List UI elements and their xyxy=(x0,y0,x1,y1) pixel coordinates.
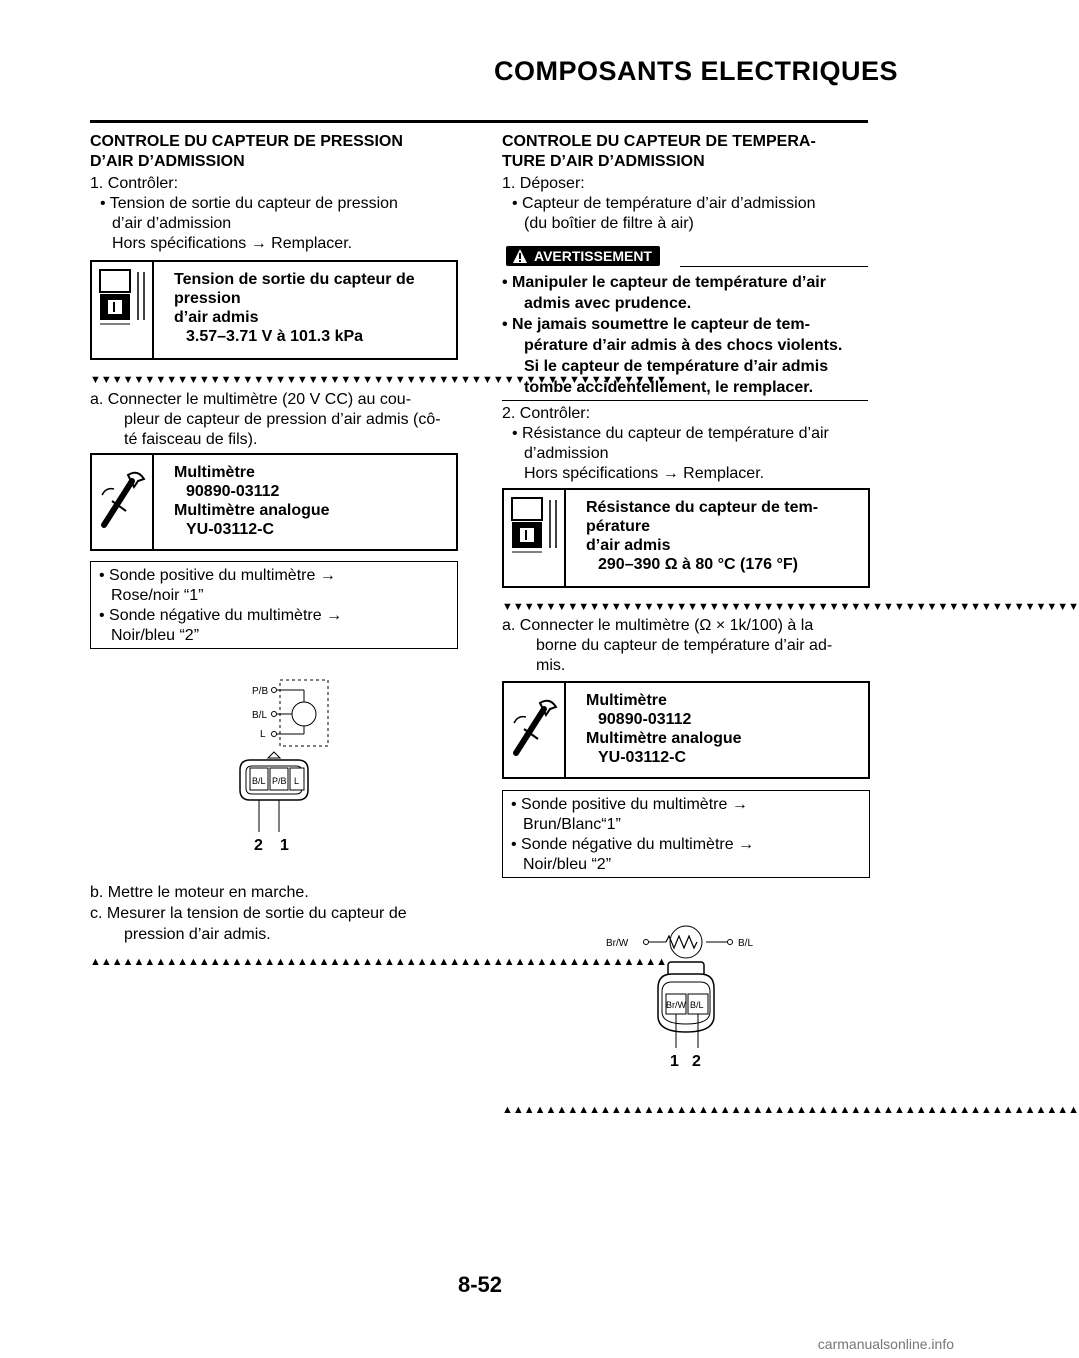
left-spec-l2: pression xyxy=(174,290,241,307)
pin-label-pb: P/B xyxy=(272,776,287,786)
right-step-a3: mis. xyxy=(536,657,566,674)
left-section-title xyxy=(90,132,460,172)
right-step2-block xyxy=(502,404,872,484)
right-tool-l2: 90890-03112 xyxy=(598,711,692,728)
pin-label-brw: Br/W xyxy=(666,1000,686,1010)
warn-line2d: tombe accidentellement, le remplacer. xyxy=(524,379,814,396)
left-step-a xyxy=(90,390,462,450)
left-tool-icon-cell xyxy=(92,455,154,549)
right-bullet1b: (du boîtier de filtre à air) xyxy=(524,215,694,232)
left-probe-box xyxy=(90,561,458,649)
multimeter-spec-icon xyxy=(92,262,152,358)
right-tool-l4: YU-03112-C xyxy=(598,749,687,766)
right-probe-l1: • Sonde positive du multimètre → xyxy=(511,796,748,813)
right-spec-l2: pérature xyxy=(586,518,651,535)
left-step-a1: a. Connecter le multimètre (20 V CC) au cou- xyxy=(90,391,412,408)
warning-text xyxy=(502,272,872,398)
left-start-markers: ▼▼▼▼▼▼▼▼▼▼▼▼▼▼▼▼▼▼▼▼▼▼▼▼▼▼▼▼▼▼▼▼▼▼▼▼▼▼▼▼▼▼▼▼▼▼▼▼▼▼▼▼▼ xyxy=(90,374,668,386)
right-out-spec: Hors spécifications → Remplacer. xyxy=(524,465,765,482)
pin-label-bl: B/L xyxy=(252,776,266,786)
left-title-line1: CONTROLE DU CAPTEUR DE PRESSION xyxy=(90,133,403,150)
right-step-a2: borne du capteur de température d’air ad- xyxy=(536,637,833,654)
wire-label-l: L xyxy=(260,729,266,740)
left-step-b: b. Mettre le moteur en marche. xyxy=(90,884,309,901)
right-step2: 2. Contrôler: xyxy=(502,405,591,422)
left-probe-l2: Rose/noir “1” xyxy=(111,587,204,604)
left-out-spec: Hors spécifications → Remplacer. xyxy=(112,235,353,252)
right-spec-l3: d’air admis xyxy=(586,537,671,554)
left-tool-text xyxy=(174,463,330,539)
right-probe-box xyxy=(502,790,870,878)
left-steps-bc xyxy=(90,882,462,945)
left-spec-box xyxy=(90,260,458,360)
left-tool-l3: Multimètre analogue xyxy=(174,502,330,519)
callout-2-right: 2 xyxy=(692,1053,701,1070)
left-probe-l1: • Sonde positive du multimètre → xyxy=(99,567,336,584)
warn-line2c: Si le capteur de température d’air admis xyxy=(524,358,829,375)
wrench-tool-icon xyxy=(92,455,152,549)
right-intro xyxy=(502,132,872,234)
left-spec-l1: Tension de sortie du capteur de xyxy=(174,271,415,288)
right-end-markers: ▲▲▲▲▲▲▲▲▲▲▲▲▲▲▲▲▲▲▲▲▲▲▲▲▲▲▲▲▲▲▲▲▲▲▲▲▲▲▲▲▲▲▲▲▲▲▲▲▲▲▲▲▲ xyxy=(502,1104,1079,1116)
warning-triangle-icon xyxy=(512,248,528,264)
wire-label-brw: Br/W xyxy=(606,938,629,949)
warning-badge xyxy=(506,246,660,266)
left-step-c1: c. Mesurer la tension de sortie du capteur de xyxy=(90,905,407,922)
right-tool-text xyxy=(586,691,742,767)
left-tool-box xyxy=(90,453,458,551)
left-bullet1b: d’air d’admission xyxy=(112,215,232,232)
warning-bottom-rule xyxy=(502,400,868,401)
right-tool-l1: Multimètre xyxy=(586,692,667,709)
right-bullet2: • Résistance du capteur de température d’air xyxy=(512,425,829,442)
pin-label-l: L xyxy=(294,776,300,786)
right-step-a1: a. Connecter le multimètre (Ω × 1k/100) à la xyxy=(502,617,814,634)
right-spec-l4: 290–390 Ω à 80 °C (176 °F) xyxy=(598,556,798,573)
warn-line1b: admis avec prudence. xyxy=(524,295,692,312)
left-bullet1: • Tension de sortie du capteur de pression xyxy=(100,195,398,212)
left-probe-l3: • Sonde négative du multimètre → xyxy=(99,607,343,624)
right-spec-icon-cell xyxy=(504,490,566,586)
left-spec-icon-cell xyxy=(92,262,154,358)
left-tool-l4: YU-03112-C xyxy=(186,521,275,538)
left-probe-l4: Noir/bleu “2” xyxy=(111,627,200,644)
wire-label-bl-right: B/L xyxy=(738,938,754,949)
wire-label-pb: P/B xyxy=(252,686,269,697)
warning-label: AVERTISSEMENT xyxy=(534,248,652,264)
warn-line1: • Manipuler le capteur de température d’air xyxy=(502,274,826,291)
pressure-sensor-connector-diagram xyxy=(230,674,350,854)
right-start-markers: ▼▼▼▼▼▼▼▼▼▼▼▼▼▼▼▼▼▼▼▼▼▼▼▼▼▼▼▼▼▼▼▼▼▼▼▼▼▼▼▼▼▼▼▼▼▼▼▼▼▼▼▼▼ xyxy=(502,601,1079,613)
right-spec-l1: Résistance du capteur de tem- xyxy=(586,499,819,516)
right-probe-l2: Brun/Blanc“1” xyxy=(523,816,621,833)
right-section-title xyxy=(502,132,872,172)
left-tool-l1: Multimètre xyxy=(174,464,255,481)
right-probe-l3: • Sonde négative du multimètre → xyxy=(511,836,755,853)
left-end-markers: ▲▲▲▲▲▲▲▲▲▲▲▲▲▲▲▲▲▲▲▲▲▲▲▲▲▲▲▲▲▲▲▲▲▲▲▲▲▲▲▲▲▲▲▲▲▲▲▲▲▲▲▲▲ xyxy=(90,956,668,968)
left-tool-l2: 90890-03112 xyxy=(186,483,280,500)
right-bullet1: • Capteur de température d’air d’admission xyxy=(512,195,816,212)
right-spec-text xyxy=(586,498,818,574)
warn-line2b: pérature d’air admis à des chocs violents. xyxy=(524,337,843,354)
wire-label-bl: B/L xyxy=(252,710,268,721)
callout-1: 1 xyxy=(280,837,289,854)
header-rule xyxy=(90,120,868,123)
left-spec-l3: d’air admis xyxy=(174,309,259,326)
temperature-sensor-connector-diagram xyxy=(600,926,770,1076)
left-step-c2: pression d’air admis. xyxy=(124,926,271,943)
callout-2: 2 xyxy=(254,837,263,854)
left-title-line2: D’AIR D’ADMISSION xyxy=(90,153,245,170)
right-spec-box xyxy=(502,488,870,588)
right-title-line1: CONTROLE DU CAPTEUR DE TEMPERA- xyxy=(502,133,816,150)
left-spec-text xyxy=(174,270,415,346)
right-tool-icon-cell xyxy=(504,683,566,777)
right-probe-l4: Noir/bleu “2” xyxy=(523,856,612,873)
right-title-line2: TURE D’AIR D’ADMISSION xyxy=(502,153,705,170)
right-tool-l3: Multimètre analogue xyxy=(586,730,742,747)
wrench-tool-icon xyxy=(504,683,564,777)
page-header-title: COMPOSANTS ELECTRIQUES xyxy=(493,56,898,86)
warn-line2: • Ne jamais soumettre le capteur de tem- xyxy=(502,316,810,333)
left-step1: 1. Contrôler: xyxy=(90,175,179,192)
watermark: carmanualsonline.info xyxy=(817,1336,954,1352)
left-intro xyxy=(90,132,460,254)
page-number: 8-52 xyxy=(457,1272,503,1297)
left-step-a2: pleur de capteur de pression d’air admis (cô- xyxy=(124,411,441,428)
right-tool-box xyxy=(502,681,870,779)
left-spec-l4: 3.57–3.71 V à 101.3 kPa xyxy=(186,328,364,345)
pin-label-bl-right: B/L xyxy=(690,1000,704,1010)
left-step-a3: té faisceau de fils). xyxy=(124,431,258,448)
right-step1: 1. Déposer: xyxy=(502,175,585,192)
callout-1-right: 1 xyxy=(670,1053,679,1070)
multimeter-spec-icon xyxy=(504,490,564,586)
warning-top-rule xyxy=(680,266,868,267)
right-bullet2b: d’admission xyxy=(524,445,609,462)
right-step-a xyxy=(502,616,874,676)
